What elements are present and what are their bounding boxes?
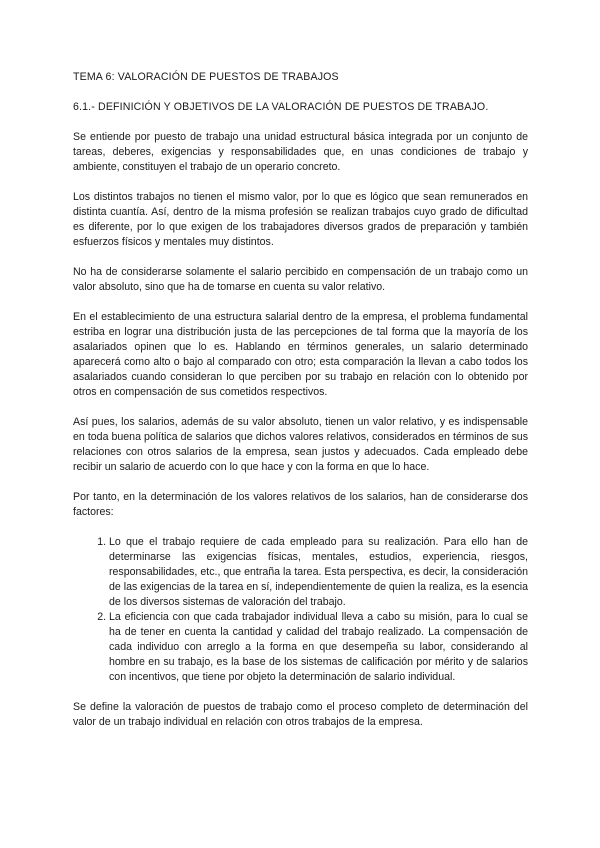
page-title: TEMA 6: VALORACIÓN DE PUESTOS DE TRABAJOS xyxy=(73,71,339,83)
paragraph-salary-structure: En el establecimiento de una estructura salarial dentro de la empresa, el problema fundamental estriba en lograr una distribución justa de las percepciones de tal forma que la mayoría de los asalariados opinen que lo es. Hablando en términos generales, un salario determinado aparecerá como alto o bajo al comparado con otro; esta comparación la llevan a cabo todos los asalariados cuando consideran lo que perciben por su trabajo en relación con lo obtenido por otros en compensación de sus cometidos respectivos. xyxy=(73,311,528,398)
factors-list xyxy=(73,535,528,685)
paragraph-definition: Se entiende por puesto de trabajo una unidad estructural básica integrada por un conjunto de tareas, deberes, exigencias y responsabilidades que, en unas condiciones de trabajo y ambiente, constituyen el trabajo de un operario concreto. xyxy=(73,131,528,173)
list-item: 1. Lo que el trabajo requiere de cada empleado para su realización. Para ello han de determinarse las exigencias físicas, mentales, estudios, experiencia, riesgos, responsabilidades, etc., que entraña la tarea. Esta perspectiva, es decir, la consideración de las exigencias de la tarea en sí, independientemente de quien la realiza, es la esencia de los diversos sistemas de valoración del trabajo. xyxy=(109,535,528,610)
section-heading: 6.1.- DEFINICIÓN Y OBJETIVOS DE LA VALORACIÓN DE PUESTOS DE TRABAJO. xyxy=(73,101,489,113)
paragraph-different-values: Los distintos trabajos no tienen el mismo valor, por lo que es lógico que sean remunerados en distinta cuantía. Así, dentro de la misma profesión se realizan trabajos cuyo grado de dificultad es diferente, por lo que exigen de los trabajadores diversos grados de preparación y también esfuerzos físicos y mentales muy distintos. xyxy=(73,191,528,248)
paragraph-two-factors: Por tanto, en la determinación de los valores relativos de los salarios, han de considerarse dos factores: xyxy=(73,491,528,518)
list-item: 2. La eficiencia con que cada trabajador individual lleva a cabo su misión, para lo cual se ha de tener en cuenta la cantidad y calidad del trabajo realizado. La compensación de cada individuo con arreglo a la forma en que desempeña su labor, considerando al hombre en su trabajo, es la base de los sistemas de calificación por mérito y de salarios con incentivos, que tiene por objeto la determinación de salario individual. xyxy=(109,610,528,685)
paragraph-salary-policy: Así pues, los salarios, además de su valor absoluto, tienen un valor relativo, y es indispensable en toda buena política de salarios que dichos valores relativos, considerados en términos de sus relaciones con otros salarios de la empresa, sean justos y adecuados. Cada empleado debe recibir un salario de acuerdo con lo que hace y con la forma en que lo hace. xyxy=(73,416,528,473)
paragraph-closing-definition: Se define la valoración de puestos de trabajo como el proceso completo de determinación del valor de un trabajo individual en relación con otros trabajos de la empresa. xyxy=(73,701,528,728)
document-page xyxy=(73,70,528,745)
paragraph-relative-value: No ha de considerarse solamente el salario percibido en compensación de un trabajo como un valor absoluto, sino que ha de tomarse en cuenta su valor relativo. xyxy=(73,266,528,293)
